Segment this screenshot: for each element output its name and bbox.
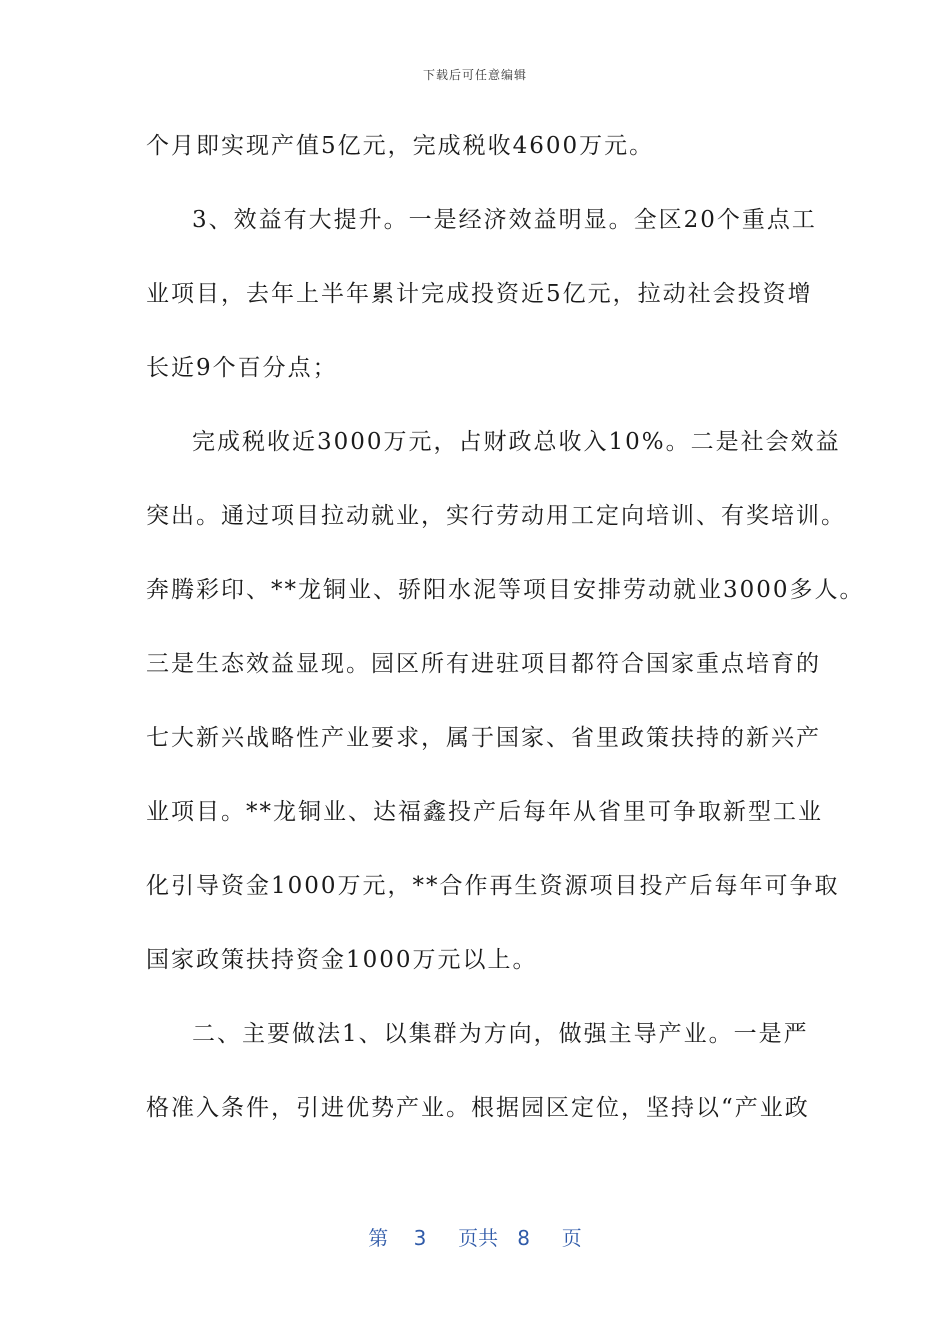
footer-prefix: 第	[368, 1226, 389, 1250]
body-line: 业项目，去年上半年累计完成投资近5亿元，拉动社会投资增	[146, 281, 813, 307]
total-page-number: 8	[517, 1226, 530, 1250]
page-footer	[0, 1222, 950, 1251]
body-line: 七大新兴战略性产业要求，属于国家、省里政策扶持的新兴产	[146, 725, 821, 751]
body-line: 三是生态效益显现。园区所有进驻项目都符合国家重点培育的	[146, 651, 821, 677]
body-line: 格准入条件，引进优势产业。根据园区定位，坚持以“产业政	[146, 1095, 810, 1121]
page-header-note: 下载后可任意编辑	[422, 68, 527, 82]
body-line: 二、主要做法1、以集群为方向，做强主导产业。一是严	[192, 1021, 809, 1047]
footer-middle: 页共	[458, 1226, 499, 1250]
document-body	[146, 120, 865, 1156]
body-line: 化引导资金1000万元，**合作再生资源项目投产后每年可争取	[146, 873, 840, 899]
body-line: 3、效益有大提升。一是经济效益明显。全区20个重点工	[192, 207, 817, 233]
footer-suffix: 页	[561, 1226, 582, 1250]
body-line: 完成税收近3000万元，占财政总收入10%。二是社会效益	[192, 429, 841, 455]
body-line: 个月即实现产值5亿元，完成税收4600万元。	[146, 133, 655, 159]
body-line: 奔腾彩印、**龙铜业、骄阳水泥等项目安排劳动就业3000多人。	[146, 577, 865, 603]
body-line: 突出。通过项目拉动就业，实行劳动用工定向培训、有奖培训。	[146, 503, 846, 529]
body-line: 国家政策扶持资金1000万元以上。	[146, 947, 538, 973]
body-line: 业项目。**龙铜业、达福鑫投产后每年从省里可争取新型工业	[146, 799, 823, 825]
current-page-number: 3	[413, 1226, 427, 1250]
body-line: 长近9个百分点；	[146, 355, 338, 381]
